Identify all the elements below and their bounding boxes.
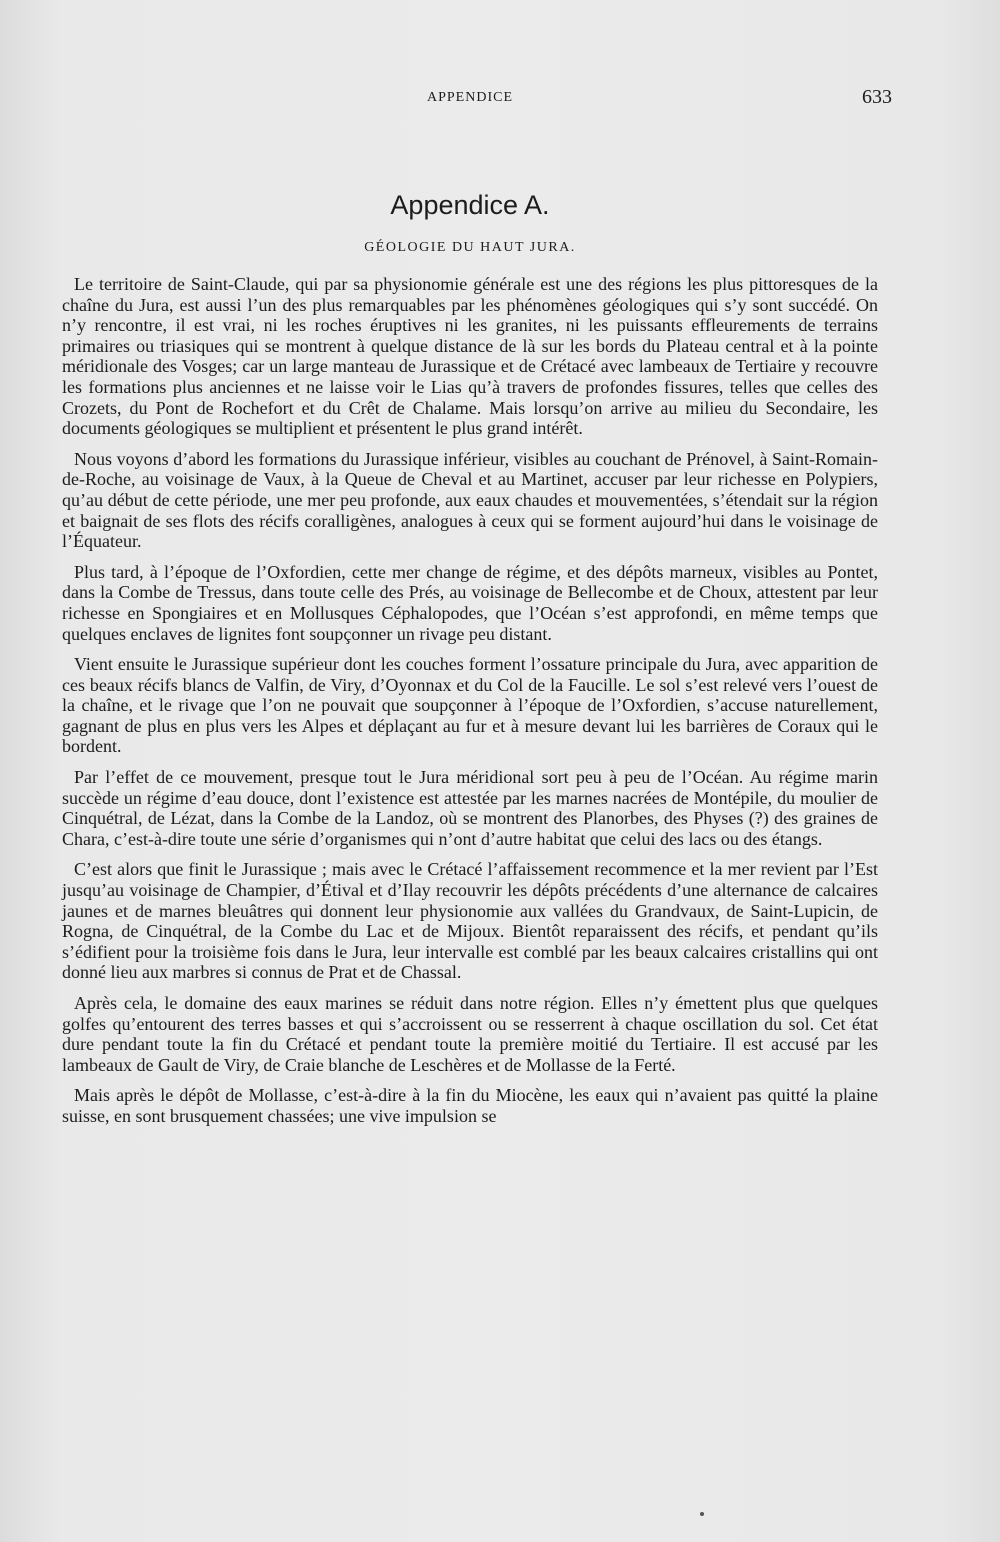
ink-mark: [700, 1512, 704, 1516]
body-text: [62, 274, 878, 1137]
paragraph: Vient ensuite le Jurassique supérieur dont les couches forment l’ossature principale du Jura, avec apparition de ces beaux récifs blancs de Valfin, de Viry, d’Oyonnax et du Col de la Faucille. Le sol s’est relevé vers l’ouest de la chaîne, et le rivage que l’on ne pouvait que soupçonner à l’époque de l’Oxfordien, s’accuse naturellement, gagnant de plus en plus vers les Alpes et déplaçant au fur et à mesure devant lui les barrières de Coraux qui le bordent.: [62, 654, 878, 757]
paragraph: Nous voyons d’abord les formations du Jurassique inférieur, visibles au couchant de Prénovel, à Saint-Romain-de-Roche, au voisinage de Vaux, à la Queue de Cheval et au Martinet, accuser par leur richesse en Polypiers, qu’au début de cette période, une mer peu profonde, aux eaux chaudes et mouvementées, s’étendait sur la région et baignait de ses flots des récifs coralligènes, analogues à ceux qui se forment aujourd’hui dans le voisinage de l’Équateur.: [62, 448, 878, 552]
page-number: 633: [862, 86, 892, 108]
paragraph: Le territoire de Saint-Claude, qui par sa physionomie générale est une des régions les plus pittoresques de la chaîne du Jura, est aussi l’un des plus remarquables par les phénomènes géologiques qui s’y sont succédé. On n’y rencontre, il est vrai, ni les roches éruptives ni les granites, ni les puissants effleurements de terrains primaires ou triasiques qui se montrent à quelque distance de là sur les bords du Plateau central et à la pointe méridionale des Vosges; car un large manteau de Jurassique et de Crétacé avec lambeaux de Tertiaire y recouvre les formations plus anciennes et ne laisse voir le Lias qu’à travers de profondes fissures, telles que celles des Crozets, du Pont de Rochefort et du Crêt de Chalame. Mais lorsqu’on arrive au milieu du Secondaire, les documents géologiques se multiplient et présentent le plus grand intérêt.: [62, 274, 878, 439]
running-header: [60, 86, 892, 110]
paragraph: Plus tard, à l’époque de l’Oxfordien, cette mer change de régime, et des dépôts marneux, visibles au Pontet, dans la Combe de Tressus, dans toute celle des Prés, au voisinage de Bellecombe et de Choux, attestent par leur richesse en Spongiaires et en Mollusques Céphalopodes, que l’Océan s’est approfondi, en même temps que quelques enclaves de lignites font soupçonner un rivage peu distant.: [62, 561, 878, 644]
paragraph: C’est alors que finit le Jurassique ; mais avec le Crétacé l’affaissement recommence et la mer revient par l’Est jusqu’au voisinage de Champier, d’Étival et d’Ilay recouvrir les dépôts précédents d’une alternance de calcaires jaunes et de marnes bleuâtres qui donnent leur physionomie aux vallées du Grandvaux, de Saint-Lupicin, de Rogna, de Cinquétral, de la Combe du Lac et de Mijoux. Bientôt reparaissent des récifs, et pendant qu’ils s’édifient pour la troisième fois dans le Jura, leur intervalle est comblé par les beaux calcaires cristallins qui ont donné lieu aux marbres si connus de Prat et de Chassal.: [62, 859, 878, 983]
paragraph: Après cela, le domaine des eaux marines se réduit dans notre région. Elles n’y émettent plus que quelques golfes qu’entourent des terres basses et qui s’accroissent ou se resserrent à chaque oscillation du sol. Cet état dure pendant toute la fin du Crétacé et pendant toute la première moitié du Tertiaire. Il est accusé par les lambeaux de Gault de Viry, de Craie blanche de Leschères et de Mollasse de la Ferté.: [62, 993, 878, 1075]
paragraph: Par l’effet de ce mouvement, presque tout le Jura méridional sort peu à peu de l’Océan. Au régime marin succède un régime d’eau douce, dont l’existence est attestée par les marnes nacrées de Montépile, du moulier de Cinquétral, de Lézat, dans la Combe de la Landoz, où se montrent des Planorbes, des Physes (?) des graines de Chara, c’est-à-dire toute une série d’organismes qui n’ont d’autre habitat que celui des lacs ou des étangs.: [62, 767, 878, 849]
paragraph: Mais après le dépôt de Mollasse, c’est-à-dire à la fin du Miocène, les eaux qui n’avaient pas quitté la plaine suisse, en sont brusquement chassées; une vive impulsion se: [62, 1085, 878, 1126]
section-title: GÉOLOGIE DU HAUT JURA.: [364, 240, 576, 255]
running-title: APPENDICE: [426, 90, 513, 105]
appendix-title: Appendice A.: [390, 190, 550, 220]
